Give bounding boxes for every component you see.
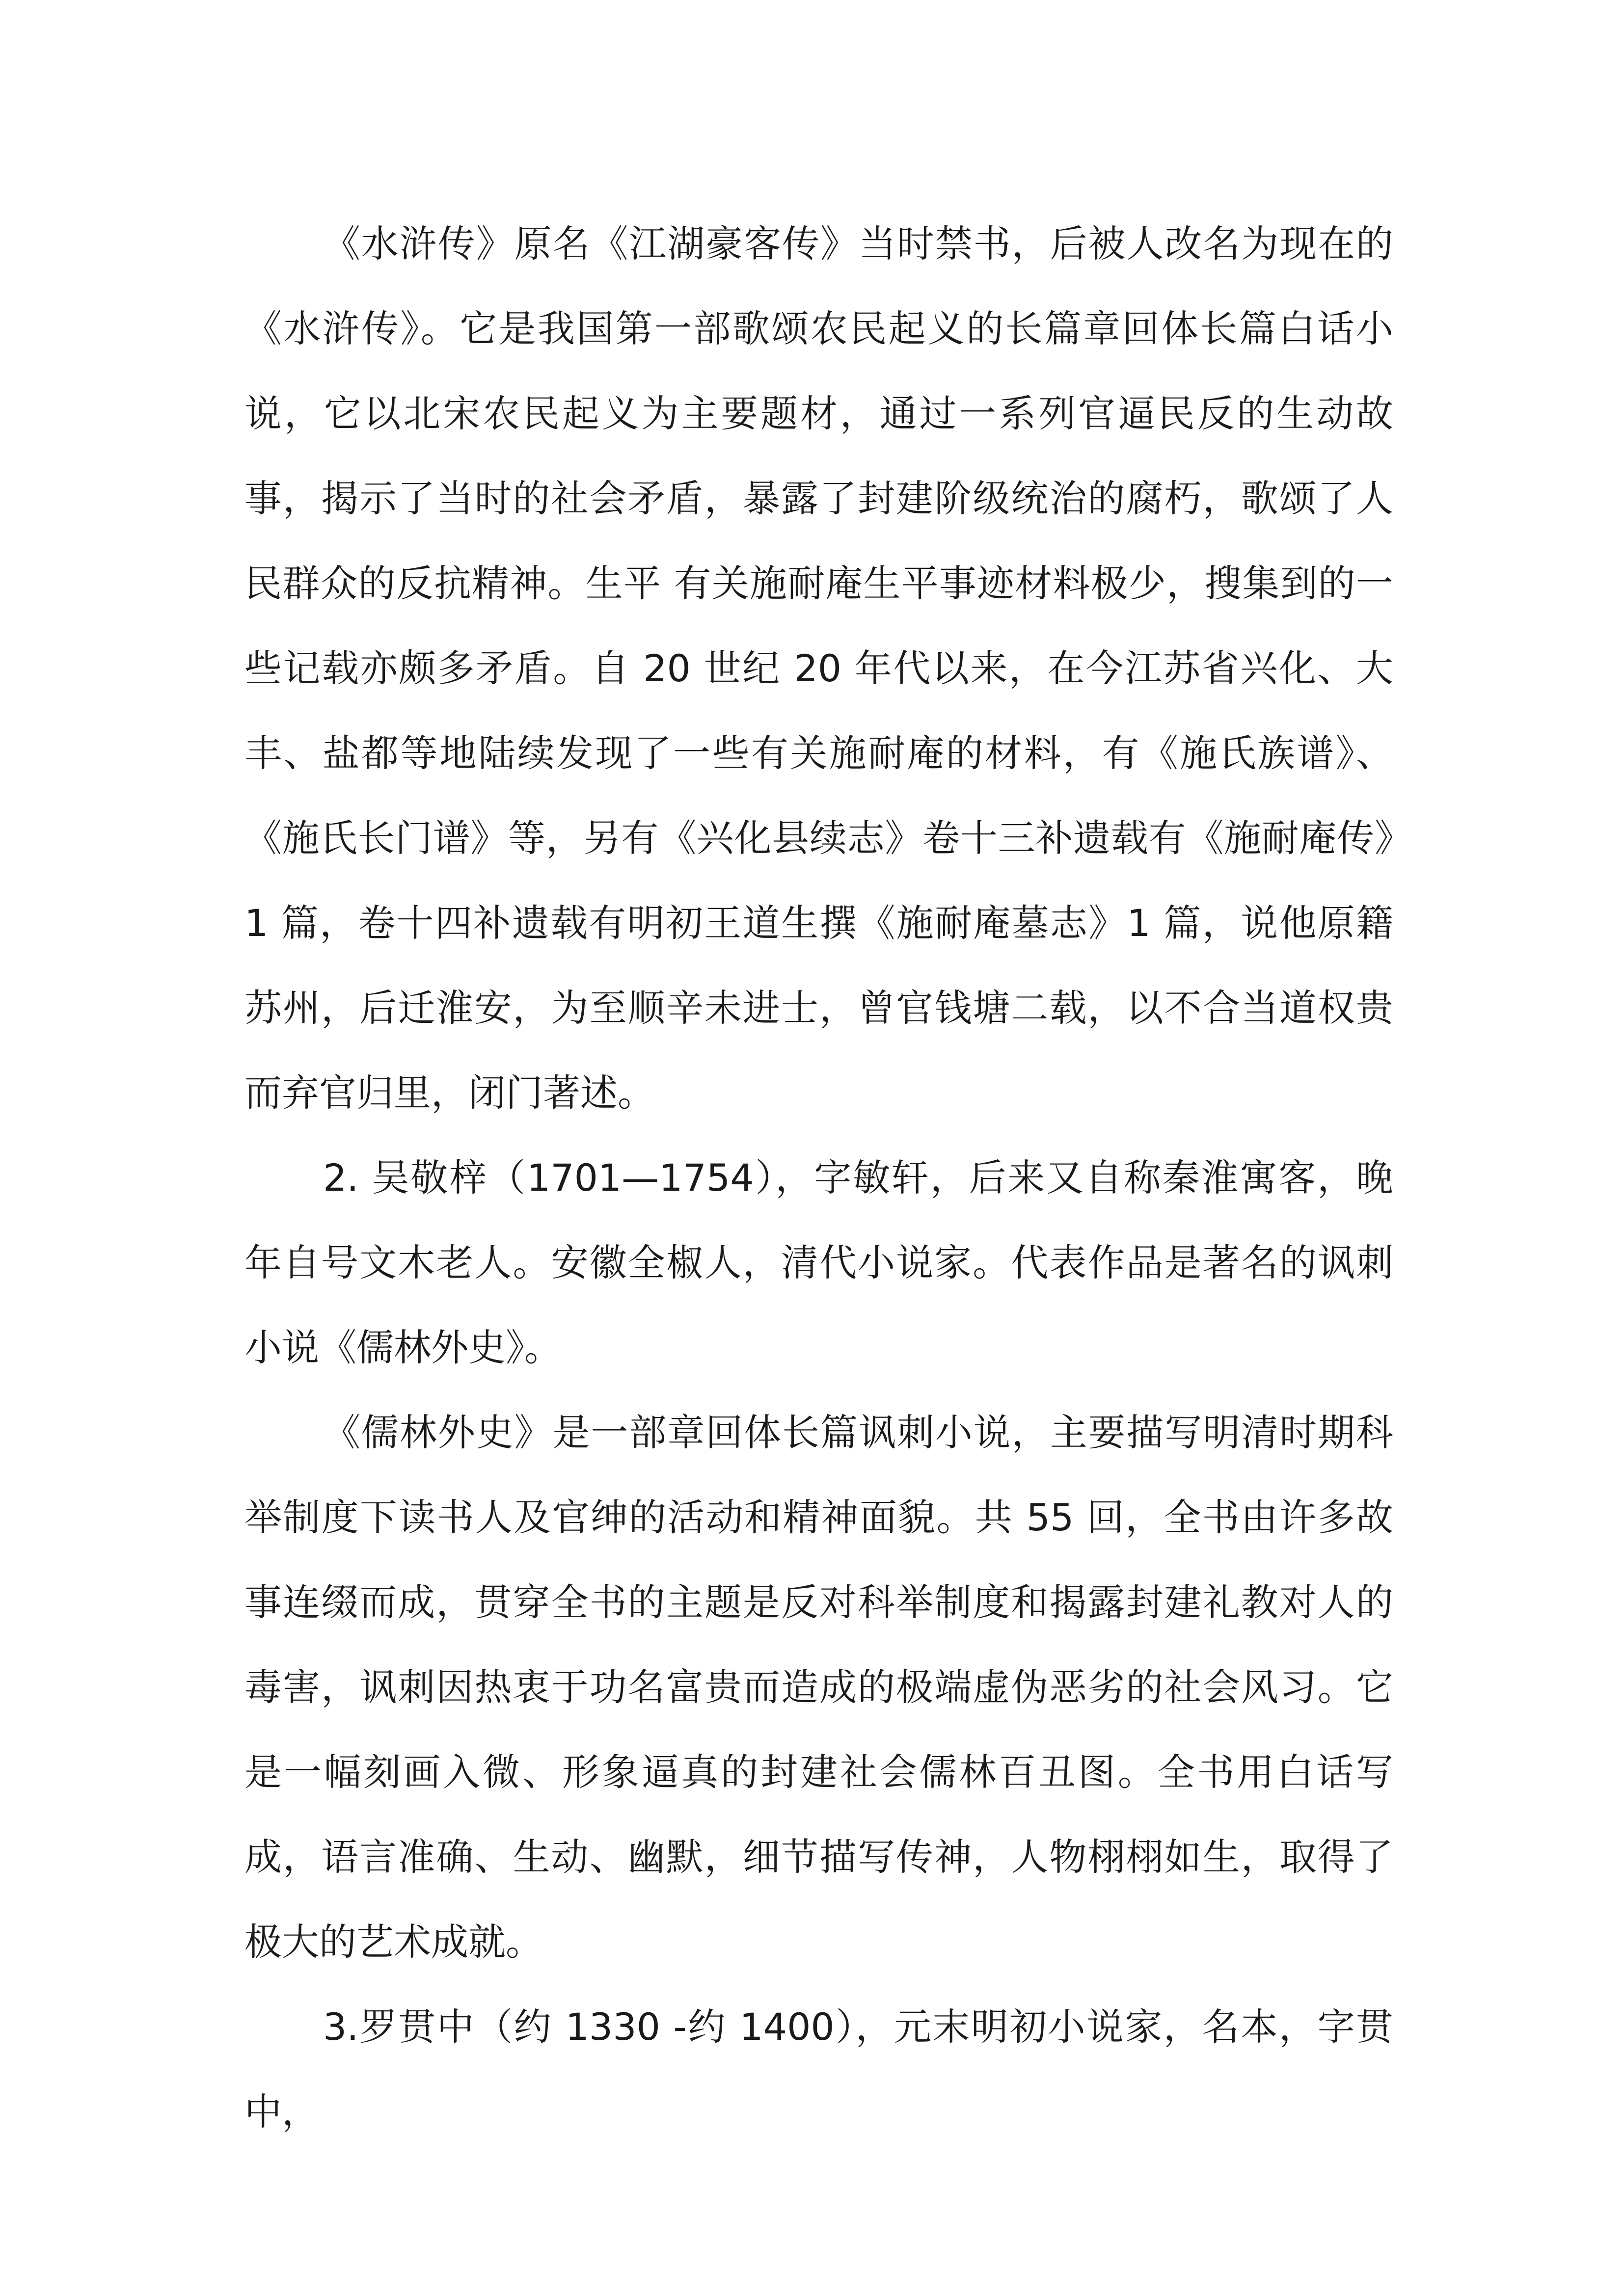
- paragraph-rulin-waishi: 《儒林外史》是一部章回体长篇讽刺小说，主要描写明清时期科举制度下读书人及官绅的活动和精神面貌。共 55 回，全书由许多故事连缀而成，贯穿全书的主题是反对科举制度和揭露封建礼教对人的毒害，讽刺因热衷于功名富贵而造成的极端虚伪恶劣的社会风习。它是一幅刻画入微、形象逼真的封建社会儒林百丑图。全书用白话写成，语言准确、生动、幽默，细节描写传神，人物栩栩如生，取得了极大的艺术成就。: [244, 1411, 1393, 1964]
- paragraph-luo-guanzhong: 3.罗贯中（约 1330 -约 1400），元末明初小说家，名本，字贯中，: [244, 2005, 1393, 2134]
- document-body: [244, 201, 1393, 2154]
- paragraph-wu-jingzi: 2. 吴敬梓（1701—1754），字敏轩，后来又自称秦淮寓客，晚年自号文木老人。安徽全椒人，清代小说家。代表作品是著名的讽刺小说《儒林外史》。: [244, 1156, 1393, 1369]
- paragraph-shuihu: 《水浒传》原名《江湖豪客传》当时禁书，后被人改名为现在的《水浒传》。它是我国第一部歌颂农民起义的长篇章回体长篇白话小说，它以北宋农民起义为主要题材，通过一系列官逼民反的生动故事，揭示了当时的社会矛盾，暴露了封建阶级统治的腐朽，歌颂了人民群众的反抗精神。生平 有关施耐庵生平事迹材料极少，搜集到的一些记载亦颇多矛盾。自 20 世纪 20 年代以来，在今江苏省兴化、大丰、盐都等地陆续发现了一些有关施耐庵的材料，有《施氏族谱》、《施氏长门谱》等，另有《兴化县续志》卷十三补遗载有《施耐庵传》1 篇，卷十四补遗载有明初王道生撰《施耐庵墓志》1 篇，说他原籍苏州，后迁淮安，为至顺辛未进士，曾官钱塘二载，以不合当道权贵而弃官归里，闭门著述。: [244, 222, 1393, 1115]
